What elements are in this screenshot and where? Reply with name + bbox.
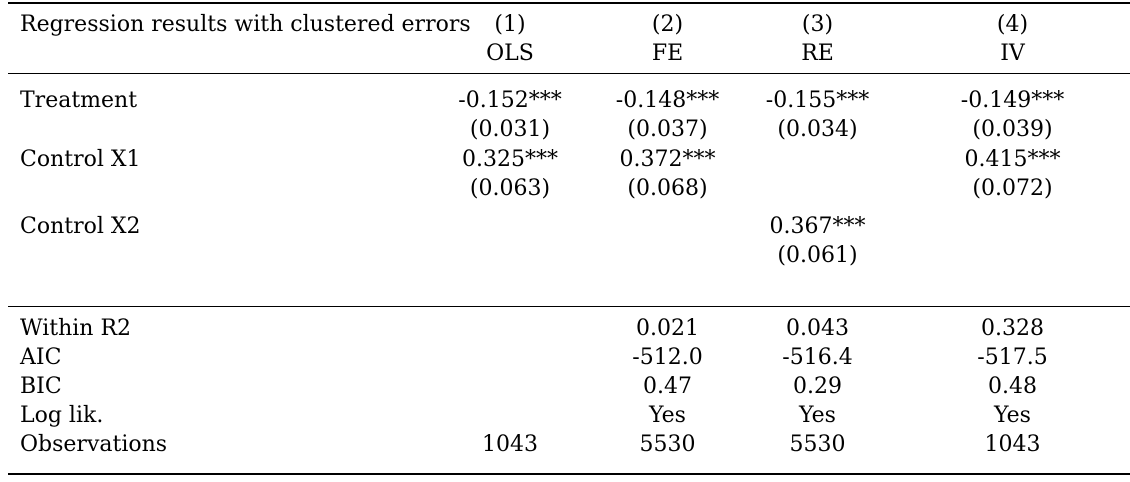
header-rule (8, 73, 1130, 74)
stat-label: Within R2 (20, 316, 132, 341)
stat-value: -512.0 (632, 345, 703, 370)
column-header-1 (455, 10, 565, 68)
bottom-rule (8, 473, 1130, 475)
stat-value: 5530 (789, 432, 846, 457)
coefficient: 0.367*** (769, 214, 866, 239)
column-method: RE (801, 41, 834, 66)
column-number: (2) (651, 12, 684, 37)
coefficient: -0.152*** (458, 88, 562, 113)
cell (605, 86, 730, 144)
row-label: Control X2 (20, 214, 141, 239)
stat-value (455, 372, 565, 401)
std-error: (0.061) (777, 243, 858, 268)
stats-column-3 (755, 314, 880, 459)
stat-label: BIC (20, 374, 62, 399)
std-error: (0.031) (469, 117, 551, 142)
stat-value: 0.328 (981, 316, 1044, 341)
std-error: (0.068) (627, 176, 708, 201)
column-method: OLS (486, 41, 534, 66)
stats-rule (8, 306, 1130, 307)
top-rule (8, 2, 1130, 4)
cell (455, 86, 565, 144)
stat-value: Yes (994, 403, 1031, 428)
std-error: (0.072) (972, 176, 1053, 201)
coefficient: 0.325*** (462, 147, 558, 172)
stats-column-2 (605, 314, 730, 459)
coefficient: -0.149*** (960, 88, 1065, 113)
column-header-2 (605, 10, 730, 68)
column-method: FE (651, 41, 684, 66)
stat-value: 1043 (482, 432, 538, 457)
stats-labels (20, 314, 167, 459)
stat-label: AIC (20, 345, 62, 370)
column-header-3 (755, 10, 880, 68)
coefficient: -0.148*** (615, 88, 720, 113)
coefficient: -0.155*** (765, 88, 870, 113)
column-method: IV (1000, 41, 1025, 66)
stats-column-1 (455, 314, 565, 459)
stat-value: -517.5 (977, 345, 1048, 370)
column-number: (1) (494, 12, 526, 37)
coefficient: 0.415*** (964, 147, 1061, 172)
stat-value: 0.29 (793, 374, 842, 399)
coefficient: 0.372*** (619, 147, 716, 172)
stat-value: 5530 (639, 432, 696, 457)
column-number: (4) (996, 12, 1029, 37)
std-error: (0.037) (627, 117, 708, 142)
cell (755, 212, 880, 270)
column-header-4 (945, 10, 1080, 68)
stat-value (455, 343, 565, 372)
stat-label: Observations (20, 432, 168, 457)
row-label: Control X1 (20, 147, 141, 172)
stat-value: Yes (649, 403, 686, 428)
table-title: Regression results with clustered errors (20, 12, 471, 37)
cell (755, 86, 880, 144)
cell (455, 145, 565, 203)
stat-label: Log lik. (20, 403, 104, 428)
column-number: (3) (801, 12, 834, 37)
stat-value: -516.4 (782, 345, 853, 370)
stat-value: 0.043 (786, 316, 849, 341)
cell (605, 145, 730, 203)
std-error: (0.063) (469, 176, 551, 201)
std-error: (0.039) (972, 117, 1053, 142)
stat-value: 1043 (984, 432, 1041, 457)
stat-value: 0.021 (636, 316, 699, 341)
cell (945, 86, 1080, 144)
stat-value: 0.48 (988, 374, 1037, 399)
stat-value: 0.47 (643, 374, 692, 399)
std-error: (0.034) (777, 117, 858, 142)
stat-value (455, 401, 565, 430)
row-label: Treatment (20, 88, 138, 113)
stats-column-4 (945, 314, 1080, 459)
stat-value (455, 314, 565, 343)
stat-value: Yes (799, 403, 836, 428)
cell (945, 145, 1080, 203)
